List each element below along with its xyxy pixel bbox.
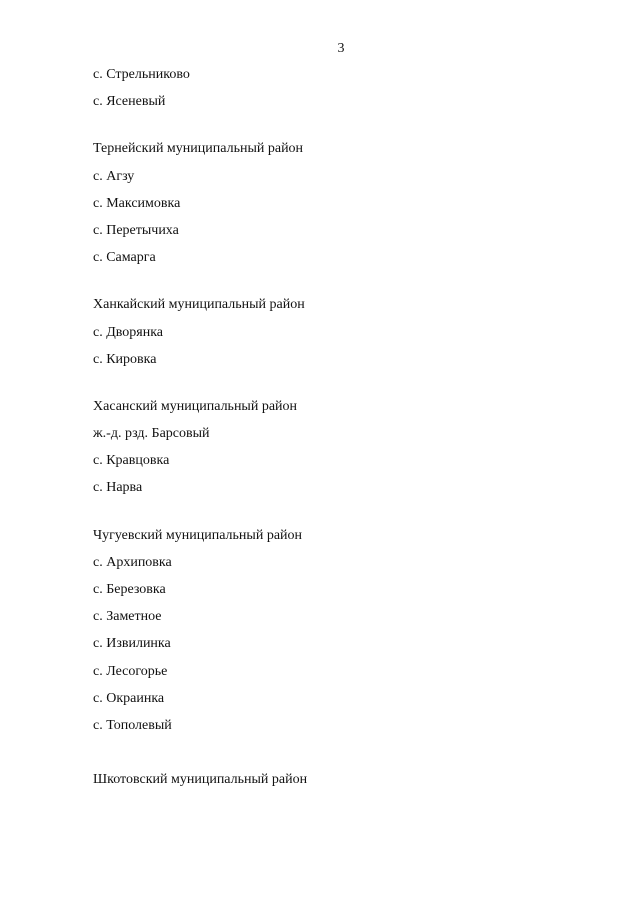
district-heading: Ханкайский муниципальный район — [93, 297, 305, 313]
list-item: с. Извилинка — [93, 636, 171, 652]
list-item: ж.-д. рзд. Барсовый — [93, 426, 210, 442]
list-item: с. Березовка — [93, 582, 166, 597]
list-item: с. Дворянка — [93, 324, 164, 340]
page-number: 3 — [337, 41, 345, 56]
list-item: с. Архиповка — [93, 554, 172, 570]
list-item: с. Перетычиха — [93, 222, 179, 238]
list-item: с. Самарга — [93, 250, 156, 266]
district-heading: Хасанский муниципальный район — [93, 398, 298, 414]
list-item: с. Стрельниково — [93, 67, 190, 82]
list-item: с. Ясеневый — [93, 94, 166, 110]
list-item: с. Нарва — [93, 480, 143, 496]
list-item: с. Кравцовка — [93, 453, 170, 469]
district-heading: Шкотовский муниципальный район — [93, 771, 308, 787]
district-heading: Чугуевский муниципальный район — [93, 527, 303, 543]
list-item: с. Тополевый — [93, 717, 172, 733]
district-heading: Тернейский муниципальный район — [93, 141, 304, 157]
list-item: с. Максимовка — [93, 195, 181, 211]
list-item: с. Агзу — [93, 168, 135, 184]
list-item: с. Окраинка — [93, 690, 165, 706]
list-item: с. Кировка — [93, 351, 157, 367]
document-body — [93, 65, 620, 797]
list-item: с. Заметное — [93, 609, 162, 625]
list-item: с. Лесогорье — [93, 663, 168, 679]
